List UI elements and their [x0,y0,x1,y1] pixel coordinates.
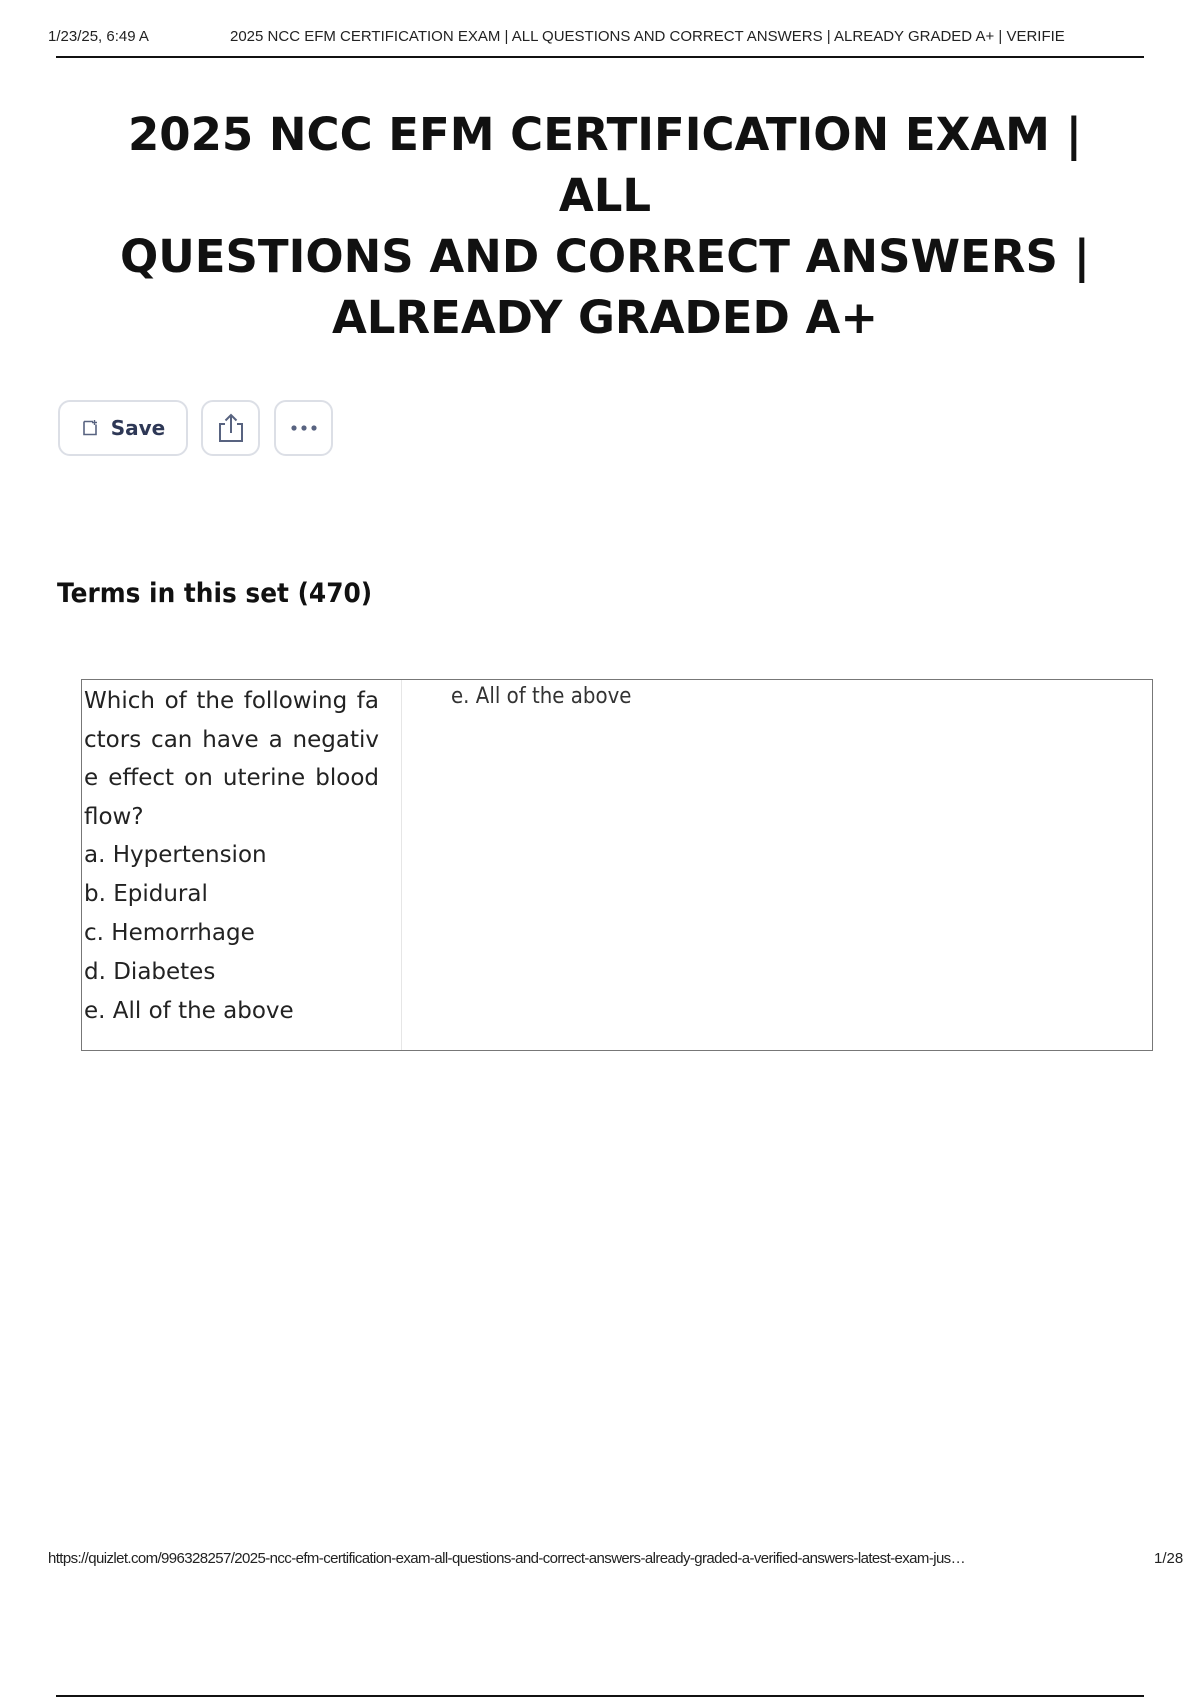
header-rule [56,56,1144,58]
terms-heading: Terms in this set (470) [57,578,373,609]
bookmark-icon [81,419,99,437]
card-term [84,682,379,1031]
flashcard-row [81,679,1153,1051]
share-button[interactable] [201,400,260,456]
print-header [48,28,1164,48]
card-option: a. Hypertension [84,842,267,868]
page-title-line-2: QUESTIONS AND CORRECT ANSWERS | [119,230,1091,283]
card-option: b. Epidural [84,881,208,907]
card-option: c. Hemorrhage [84,920,255,946]
card-question: Which of the following factors can have a negative effect on uterine blood flow? [84,688,379,830]
page-title-line-1: 2025 NCC EFM CERTIFICATION EXAM | ALL [127,108,1083,222]
print-date: 1/23/25, 6:49 A [48,28,149,45]
print-doc-title: 2025 NCC EFM CERTIFICATION EXAM | ALL QUESTIONS AND CORRECT ANSWERS | ALREADY GRADED A+ | VERIFIE [230,28,1065,45]
print-footer [48,1550,1184,1570]
card-option: e. All of the above [84,998,294,1024]
card-option: d. Diabetes [84,959,216,985]
page-title [100,104,1110,348]
card-definition: e. All of the above [451,684,632,709]
save-button[interactable] [58,400,188,456]
page-title-line-3: ALREADY GRADED A+ [331,291,879,344]
footer-rule [56,1695,1144,1697]
page-url: https://quizlet.com/996328257/2025-ncc-efm-certification-exam-all-questions-and-correct-answers-already-graded-a-verified-answers-latest-exam-jus… [48,1550,965,1567]
share-icon [217,413,245,443]
more-options-button[interactable] [274,400,333,456]
save-button-label: Save [110,416,166,440]
page-number: 1/28 [1154,1550,1184,1567]
more-icon [289,424,319,432]
card-divider [401,680,402,1050]
